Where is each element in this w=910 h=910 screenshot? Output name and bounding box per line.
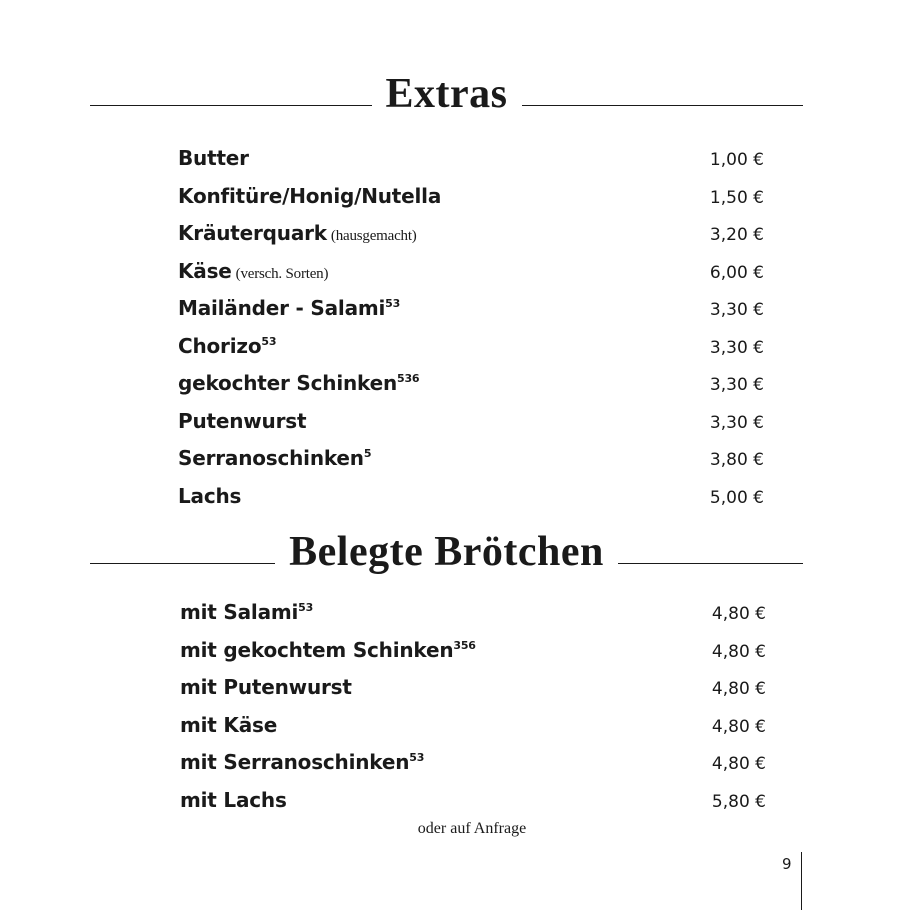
item-name: mit gekochtem Schinken$^{356}$: [180, 637, 476, 662]
extras-list: [178, 146, 764, 521]
menu-item: [178, 184, 764, 222]
header-rule-right: [618, 563, 803, 564]
menu-item: [180, 750, 766, 788]
menu-item: [178, 446, 764, 484]
header-rule-right: [522, 105, 804, 106]
menu-item: [180, 638, 766, 676]
item-price: 6,00 €: [709, 262, 764, 283]
item-name: Butter: [178, 146, 249, 170]
menu-item: [178, 146, 764, 184]
allergen-footnote: 53: [409, 751, 425, 764]
section-title-extras: Extras: [385, 71, 508, 117]
header-rule-left: [90, 563, 275, 564]
menu-item: [178, 334, 764, 372]
menu-item: [178, 371, 764, 409]
menu-item: [178, 409, 764, 447]
item-price: 1,00 €: [709, 150, 764, 170]
item-note: (hausgemacht): [330, 228, 417, 244]
item-name: Chorizo$^{53}$: [178, 333, 277, 358]
menu-item: [178, 296, 764, 334]
section-header-belegte-broetchen: [90, 527, 803, 577]
item-price: 4,80 €: [711, 641, 766, 662]
menu-item: [180, 713, 766, 751]
item-price: 1,50 €: [709, 187, 764, 208]
item-price: 5,80 €: [711, 791, 766, 812]
item-name: mit Putenwurst: [180, 675, 352, 699]
item-name: Käse (versch. Sorten): [178, 258, 329, 283]
item-price: 4,80 €: [711, 679, 766, 699]
menu-item: [180, 600, 766, 638]
item-name: mit Salami$^{53}$: [180, 600, 314, 624]
item-price: 4,80 €: [711, 604, 766, 624]
menu-item: [180, 675, 766, 713]
item-name: Mailänder - Salami$^{53}$: [178, 296, 401, 320]
item-price: 3,30 €: [709, 412, 764, 433]
allergen-footnote: 53: [261, 334, 277, 348]
item-price: 3,20 €: [709, 225, 764, 245]
item-price: 4,80 €: [711, 716, 766, 737]
item-price: 3,30 €: [709, 337, 764, 358]
allergen-footnote: 5: [363, 447, 372, 460]
item-price: 5,00 €: [709, 487, 764, 508]
item-name: Putenwurst: [178, 408, 307, 433]
item-name: Kräuterquark (hausgemacht): [178, 221, 417, 245]
item-name: Konfitüre/Honig/Nutella: [178, 183, 442, 208]
menu-item: [178, 484, 764, 522]
item-note: (versch. Sorten): [235, 265, 329, 282]
item-price: 3,80 €: [709, 450, 764, 470]
header-rule-left: [90, 105, 372, 106]
item-price: 3,30 €: [709, 300, 764, 320]
item-price: 3,30 €: [709, 375, 764, 395]
section-title-belegte-broetchen: Belegte Brötchen: [289, 529, 604, 575]
menu-item: [178, 259, 764, 297]
belegte-broetchen-list: [180, 600, 766, 825]
allergen-footnote: 53: [385, 297, 401, 310]
footnote-on-request: oder auf Anfrage: [417, 820, 527, 837]
item-name: mit Käse: [180, 712, 278, 737]
item-name: Lachs: [178, 483, 242, 508]
item-name: gekochter Schinken$^{536}$: [178, 371, 420, 395]
section-header-extras: [90, 70, 803, 118]
item-name: Serranoschinken$^5$: [178, 446, 372, 470]
allergen-footnote: 356: [453, 638, 476, 652]
item-price: 4,80 €: [711, 754, 766, 774]
page-margin-rule: [801, 852, 802, 910]
item-name: mit Serranoschinken$^{53}$: [180, 750, 425, 774]
menu-item: [178, 221, 764, 259]
page-number: 9: [782, 855, 792, 873]
allergen-footnote: 53: [298, 601, 314, 614]
allergen-footnote: 536: [397, 372, 420, 385]
item-name: mit Lachs: [180, 787, 287, 812]
